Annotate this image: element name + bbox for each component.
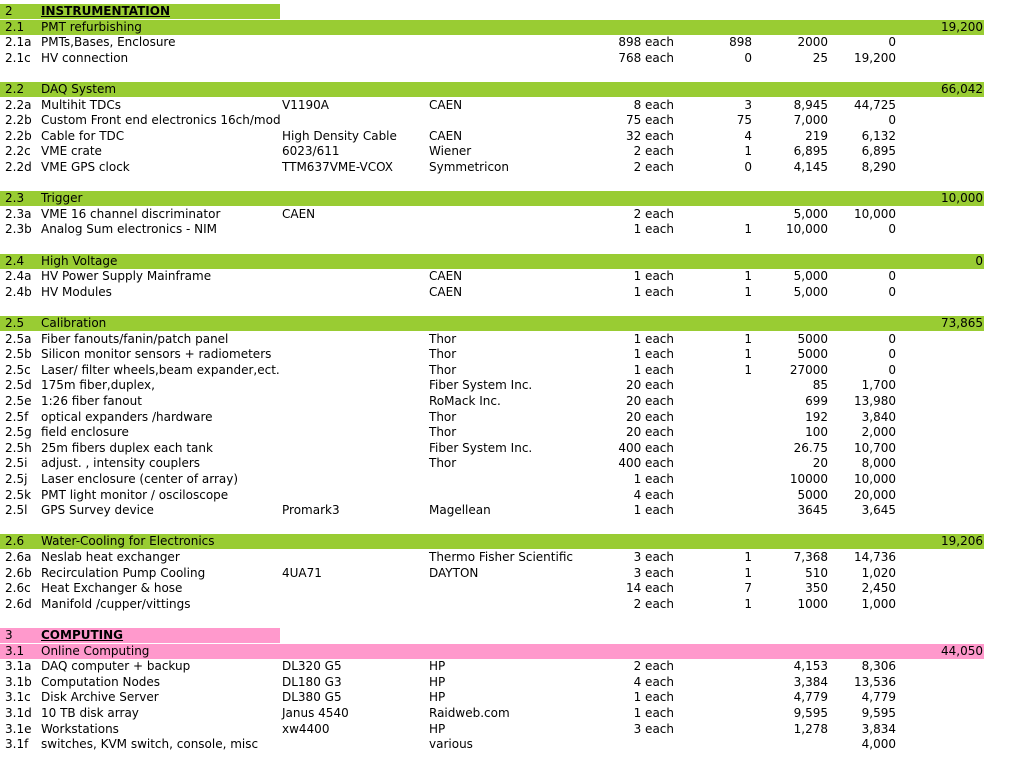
- table-row: [0, 503, 1024, 518]
- item-total: 13,536: [854, 674, 896, 689]
- item-unit-price: 20: [812, 456, 828, 471]
- item-unit-price: 8,945: [793, 97, 828, 112]
- item-description: Disk Archive Server: [41, 690, 159, 705]
- item-id: 3.1b: [5, 674, 32, 689]
- item-unit-price: 7,368: [793, 550, 828, 564]
- item-id: 2.3b: [5, 222, 32, 237]
- item-vendor: Thor: [429, 331, 457, 346]
- item-description: Silicon monitor sensors + radiometers: [41, 347, 272, 362]
- table-row: [0, 488, 1024, 503]
- item-quantity: 400 each: [618, 440, 674, 455]
- item-total: 2,000: [861, 425, 896, 440]
- item-vendor: HP: [429, 690, 446, 705]
- table-row: [0, 113, 1024, 128]
- item-description: DAQ computer + backup: [41, 659, 191, 674]
- item-total: 0: [888, 113, 896, 128]
- item-unit-price: 350: [805, 581, 828, 596]
- item-unit-price: 4,779: [793, 690, 828, 705]
- item-count: 898: [729, 35, 752, 50]
- table-row: [0, 722, 1024, 737]
- item-unit-price: 6,895: [793, 144, 828, 159]
- item-description: Analog Sum electronics - NIM: [41, 222, 218, 237]
- item-total: 0: [888, 347, 896, 362]
- item-total: 6,132: [861, 128, 896, 143]
- group-subtotal: 10,000: [941, 191, 983, 206]
- item-quantity: 20 each: [625, 378, 674, 393]
- item-total: 6,895: [861, 144, 896, 159]
- item-quantity: 75 each: [625, 113, 674, 128]
- item-unit-price: 3645: [797, 503, 828, 518]
- item-description: PMTs,Bases, Enclosure: [41, 35, 176, 50]
- item-quantity: 1 each: [633, 347, 674, 362]
- item-id: 2.5c: [5, 362, 31, 377]
- item-id: 3.1f: [5, 737, 29, 752]
- item-total: 0: [888, 284, 896, 299]
- item-quantity: 1 each: [633, 284, 674, 299]
- item-count: 3: [744, 97, 752, 112]
- table-row: [0, 737, 1024, 752]
- group-name: Calibration: [41, 316, 107, 330]
- item-total: 13,980: [854, 394, 896, 408]
- item-id: 3.1c: [5, 690, 31, 705]
- table-row: [0, 690, 1024, 705]
- item-unit-price: 10,000: [786, 222, 828, 237]
- item-unit-price: 3,384: [793, 674, 828, 689]
- item-quantity: 1 each: [633, 472, 674, 486]
- item-description: switches, KVM switch, console, misc: [41, 737, 259, 752]
- item-total: 9,595: [861, 706, 896, 720]
- item-unit-price: 26.75: [793, 440, 828, 455]
- item-vendor: Thor: [429, 362, 457, 377]
- item-unit-price: 192: [805, 409, 828, 424]
- section-header-row: [0, 4, 1024, 19]
- item-quantity: 3 each: [633, 721, 674, 736]
- item-count: 4: [744, 128, 752, 143]
- item-description: Neslab heat exchanger: [41, 550, 180, 564]
- item-total: 0: [888, 35, 896, 50]
- table-row: [0, 706, 1024, 721]
- item-unit-price: 5,000: [793, 269, 828, 284]
- item-id: 2.4b: [5, 284, 32, 299]
- item-id: 2.5a: [5, 331, 32, 346]
- item-description: 10 TB disk array: [41, 706, 139, 720]
- item-model: Promark3: [282, 503, 340, 518]
- item-total: 10,700: [854, 440, 896, 455]
- group-header-row: [0, 82, 1024, 97]
- item-vendor: RoMack Inc.: [429, 394, 501, 408]
- group-header-row: [0, 191, 1024, 206]
- item-vendor: Magellean: [429, 503, 491, 518]
- item-description: Manifold /cupper/vittings: [41, 596, 191, 611]
- item-unit-price: 2000: [797, 35, 828, 50]
- group-subtotal: 73,865: [941, 316, 983, 330]
- item-quantity: 1 each: [633, 690, 674, 705]
- item-id: 2.6b: [5, 565, 32, 580]
- group-id: 2.6: [5, 534, 25, 549]
- item-total: 4,779: [861, 690, 896, 705]
- item-quantity: 1 each: [633, 362, 674, 377]
- item-model: 6023/611: [282, 144, 340, 159]
- item-id: 2.5b: [5, 347, 32, 362]
- item-vendor: various: [429, 737, 473, 752]
- item-quantity: 2 each: [633, 144, 674, 159]
- item-description: PMT light monitor / osciloscope: [41, 487, 229, 502]
- item-total: 0: [888, 362, 896, 377]
- item-quantity: 2 each: [633, 160, 674, 174]
- table-row: [0, 98, 1024, 113]
- item-description: field enclosure: [41, 425, 129, 440]
- item-unit-price: 5000: [797, 487, 828, 502]
- item-id: 2.2b: [5, 128, 32, 143]
- item-total: 3,834: [861, 721, 896, 736]
- item-count: 1: [744, 347, 752, 362]
- item-id: 2.6a: [5, 550, 32, 564]
- item-total: 8,000: [861, 456, 896, 471]
- item-vendor: CAEN: [429, 97, 463, 112]
- item-model: Janus 4540: [282, 706, 349, 720]
- group-name: Online Computing: [41, 643, 150, 658]
- table-row: [0, 347, 1024, 362]
- item-id: 3.1e: [5, 721, 32, 736]
- item-vendor: Thor: [429, 409, 457, 424]
- item-id: 2.4a: [5, 269, 32, 284]
- item-id: 2.3a: [5, 206, 32, 221]
- group-id: 3.1: [5, 643, 25, 658]
- item-quantity: 1 each: [633, 269, 674, 284]
- item-unit-price: 699: [805, 394, 828, 408]
- item-unit-price: 510: [805, 565, 828, 580]
- item-id: 3.1a: [5, 659, 32, 674]
- item-vendor: Wiener: [429, 144, 472, 159]
- item-description: adjust. , intensity couplers: [41, 456, 201, 471]
- item-unit-price: 7,000: [793, 113, 828, 128]
- group-id: 2.5: [5, 316, 25, 330]
- table-row: [0, 456, 1024, 471]
- item-id: 2.5j: [5, 472, 28, 486]
- section-header-row: [0, 628, 1024, 643]
- item-id: 2.2c: [5, 144, 31, 159]
- item-unit-price: 85: [812, 378, 828, 393]
- item-vendor: Thor: [429, 456, 457, 471]
- item-unit-price: 4,153: [793, 659, 828, 674]
- row-highlight: [0, 254, 984, 269]
- group-name: High Voltage: [41, 253, 118, 268]
- item-description: VME crate: [41, 144, 102, 159]
- item-model: V1190A: [282, 97, 329, 112]
- table-row: [0, 425, 1024, 440]
- item-vendor: CAEN: [429, 269, 463, 284]
- item-description: GPS Survey device: [41, 503, 154, 518]
- table-row: [0, 550, 1024, 565]
- table-row: [0, 51, 1024, 66]
- table-row: [0, 35, 1024, 50]
- item-id: 2.5l: [5, 503, 28, 518]
- item-description: 1:26 fiber fanout: [41, 394, 142, 408]
- item-quantity: 3 each: [633, 550, 674, 564]
- group-id: 2.2: [5, 82, 25, 96]
- item-unit-price: 5000: [797, 347, 828, 362]
- item-unit-price: 27000: [789, 362, 828, 377]
- item-description: VME GPS clock: [41, 160, 130, 174]
- item-vendor: Raidweb.com: [429, 706, 510, 720]
- item-count: 1: [744, 331, 752, 346]
- item-vendor: HP: [429, 659, 446, 674]
- item-vendor: Fiber System Inc.: [429, 378, 533, 393]
- item-vendor: HP: [429, 674, 446, 689]
- item-description: HV Modules: [41, 284, 112, 299]
- group-id: 2.4: [5, 253, 25, 268]
- item-model: DL320 G5: [282, 659, 342, 674]
- item-total: 20,000: [854, 487, 896, 502]
- item-total: 1,020: [861, 565, 896, 580]
- item-total: 10,000: [854, 206, 896, 221]
- item-unit-price: 25: [812, 50, 828, 65]
- item-quantity: 20 each: [625, 394, 674, 408]
- table-row: [0, 581, 1024, 596]
- item-unit-price: 5,000: [793, 206, 828, 221]
- group-header-row: [0, 20, 1024, 35]
- item-count: 1: [744, 284, 752, 299]
- item-quantity: 1 each: [633, 331, 674, 346]
- item-id: 2.6d: [5, 596, 32, 611]
- item-description: Workstations: [41, 721, 119, 736]
- item-total: 0: [888, 331, 896, 346]
- item-description: Heat Exchanger & hose: [41, 581, 183, 596]
- row-highlight: [0, 20, 984, 35]
- group-header-row: [0, 316, 1024, 331]
- item-unit-price: 219: [805, 128, 828, 143]
- table-row: [0, 394, 1024, 409]
- group-subtotal: 19,200: [941, 19, 983, 34]
- item-count: 1: [744, 565, 752, 580]
- item-total: 3,840: [861, 409, 896, 424]
- item-description: optical expanders /hardware: [41, 409, 213, 424]
- item-vendor: CAEN: [429, 128, 463, 143]
- group-subtotal: 0: [975, 253, 983, 268]
- item-quantity: 1 each: [633, 222, 674, 237]
- item-count: 75: [736, 113, 752, 128]
- item-id: 2.2a: [5, 97, 32, 112]
- group-subtotal: 44,050: [941, 643, 983, 658]
- group-header-row: [0, 534, 1024, 549]
- item-description: Laser enclosure (center of array): [41, 472, 239, 486]
- table-row: [0, 363, 1024, 378]
- item-total: 1,700: [861, 378, 896, 393]
- item-total: 44,725: [854, 97, 896, 112]
- item-unit-price: 4,145: [793, 160, 828, 174]
- item-total: 0: [888, 269, 896, 284]
- item-description: Computation Nodes: [41, 674, 161, 689]
- item-quantity: 898 each: [618, 35, 674, 50]
- item-description: Multihit TDCs: [41, 97, 121, 112]
- table-row: [0, 659, 1024, 674]
- table-row: [0, 566, 1024, 581]
- item-unit-price: 1000: [797, 596, 828, 611]
- table-row: [0, 285, 1024, 300]
- group-name: Water-Cooling for Electronics: [41, 534, 215, 549]
- item-count: 1: [744, 362, 752, 377]
- item-unit-price: 5,000: [793, 284, 828, 299]
- table-row: [0, 675, 1024, 690]
- item-quantity: 20 each: [625, 425, 674, 440]
- item-count: 1: [744, 144, 752, 159]
- table-row: [0, 597, 1024, 612]
- table-row: [0, 472, 1024, 487]
- item-quantity: 1 each: [633, 706, 674, 720]
- group-subtotal: 19,206: [941, 534, 983, 549]
- item-model: High Density Cable: [282, 128, 397, 143]
- item-vendor: Thor: [429, 425, 457, 440]
- item-vendor: DAYTON: [429, 565, 479, 580]
- table-row: [0, 410, 1024, 425]
- item-count: 0: [744, 160, 752, 174]
- item-total: 3,645: [861, 503, 896, 518]
- item-description: 25m fibers duplex each tank: [41, 440, 213, 455]
- row-highlight: [0, 191, 984, 206]
- item-count: 7: [744, 581, 752, 596]
- table-row: [0, 144, 1024, 159]
- group-name: PMT refurbishing: [41, 19, 142, 34]
- group-name: DAQ System: [41, 82, 117, 96]
- item-quantity: 768 each: [618, 50, 674, 65]
- item-total: 1,000: [861, 596, 896, 611]
- item-model: 4UA71: [282, 565, 322, 580]
- table-row: [0, 207, 1024, 222]
- item-unit-price: 1,278: [793, 721, 828, 736]
- item-quantity: 4 each: [633, 674, 674, 689]
- item-total: 8,306: [861, 659, 896, 674]
- item-quantity: 3 each: [633, 565, 674, 580]
- item-quantity: 400 each: [618, 456, 674, 471]
- item-vendor: Symmetricon: [429, 160, 509, 174]
- item-unit-price: 100: [805, 425, 828, 440]
- item-count: 1: [744, 222, 752, 237]
- item-unit-price: 10000: [789, 472, 828, 486]
- item-id: 2.5f: [5, 409, 29, 424]
- group-id: 2.1: [5, 19, 25, 34]
- item-quantity: 2 each: [633, 206, 674, 221]
- item-vendor: Thor: [429, 347, 457, 362]
- item-total: 4,000: [861, 737, 896, 752]
- item-quantity: 20 each: [625, 409, 674, 424]
- item-quantity: 32 each: [625, 128, 674, 143]
- item-id: 2.1c: [5, 50, 31, 65]
- group-name: Trigger: [41, 191, 83, 206]
- item-id: 2.5d: [5, 378, 32, 393]
- item-id: 2.5e: [5, 394, 32, 408]
- item-id: 2.5i: [5, 456, 28, 471]
- item-id: 2.6c: [5, 581, 31, 596]
- item-model: DL380 G5: [282, 690, 342, 705]
- item-description: Recirculation Pump Cooling: [41, 565, 206, 580]
- group-id: 2.3: [5, 191, 25, 206]
- item-model: CAEN: [282, 206, 316, 221]
- item-description: Cable for TDC: [41, 128, 125, 143]
- group-header-row: [0, 644, 1024, 659]
- section-number: 3: [5, 628, 13, 642]
- item-id: 2.5h: [5, 440, 32, 455]
- table-row: [0, 332, 1024, 347]
- section-number: 2: [5, 4, 13, 18]
- item-count: 1: [744, 269, 752, 284]
- item-vendor: Fiber System Inc.: [429, 440, 533, 455]
- item-description: HV Power Supply Mainframe: [41, 269, 212, 284]
- group-header-row: [0, 254, 1024, 269]
- item-count: 0: [744, 50, 752, 65]
- table-row: [0, 441, 1024, 456]
- item-total: 19,200: [854, 50, 896, 65]
- item-vendor: CAEN: [429, 284, 463, 299]
- item-count: 1: [744, 550, 752, 564]
- table-row: [0, 129, 1024, 144]
- item-description: Laser/ filter wheels,beam expander,ect.: [41, 362, 280, 377]
- item-description: HV connection: [41, 50, 129, 65]
- group-subtotal: 66,042: [941, 82, 983, 96]
- item-quantity: 14 each: [625, 581, 674, 596]
- item-id: 2.5g: [5, 425, 32, 440]
- item-id: 2.2d: [5, 160, 32, 174]
- item-id: 2.5k: [5, 487, 32, 502]
- item-model: xw4400: [282, 721, 330, 736]
- item-unit-price: 5000: [797, 331, 828, 346]
- item-id: 2.1a: [5, 35, 32, 50]
- item-quantity: 4 each: [633, 487, 674, 502]
- item-id: 2.2b: [5, 113, 32, 128]
- item-description: 175m fiber,duplex,: [41, 378, 155, 393]
- item-quantity: 1 each: [633, 503, 674, 518]
- item-description: VME 16 channel discriminator: [41, 206, 221, 221]
- item-total: 10,000: [854, 472, 896, 486]
- item-id: 3.1d: [5, 706, 32, 720]
- item-count: 1: [744, 596, 752, 611]
- item-quantity: 2 each: [633, 596, 674, 611]
- item-unit-price: 9,595: [793, 706, 828, 720]
- item-total: 8,290: [861, 160, 896, 174]
- item-total: 0: [888, 222, 896, 237]
- table-row: [0, 378, 1024, 393]
- item-vendor: HP: [429, 721, 446, 736]
- section-title: COMPUTING: [41, 628, 124, 642]
- item-description: Fiber fanouts/fanin/patch panel: [41, 331, 229, 346]
- item-quantity: 2 each: [633, 659, 674, 674]
- item-vendor: Thermo Fisher Scientific: [429, 550, 573, 564]
- table-row: [0, 160, 1024, 175]
- item-total: 14,736: [854, 550, 896, 564]
- item-model: DL180 G3: [282, 674, 342, 689]
- item-quantity: 8 each: [633, 97, 674, 112]
- table-row: [0, 222, 1024, 237]
- table-row: [0, 269, 1024, 284]
- row-highlight: [0, 316, 984, 331]
- row-highlight: [0, 82, 984, 97]
- item-total: 2,450: [861, 581, 896, 596]
- item-description: Custom Front end electronics 16ch/mod: [41, 113, 281, 128]
- item-model: TTM637VME-VCOX: [282, 160, 393, 174]
- section-title: INSTRUMENTATION: [41, 4, 171, 18]
